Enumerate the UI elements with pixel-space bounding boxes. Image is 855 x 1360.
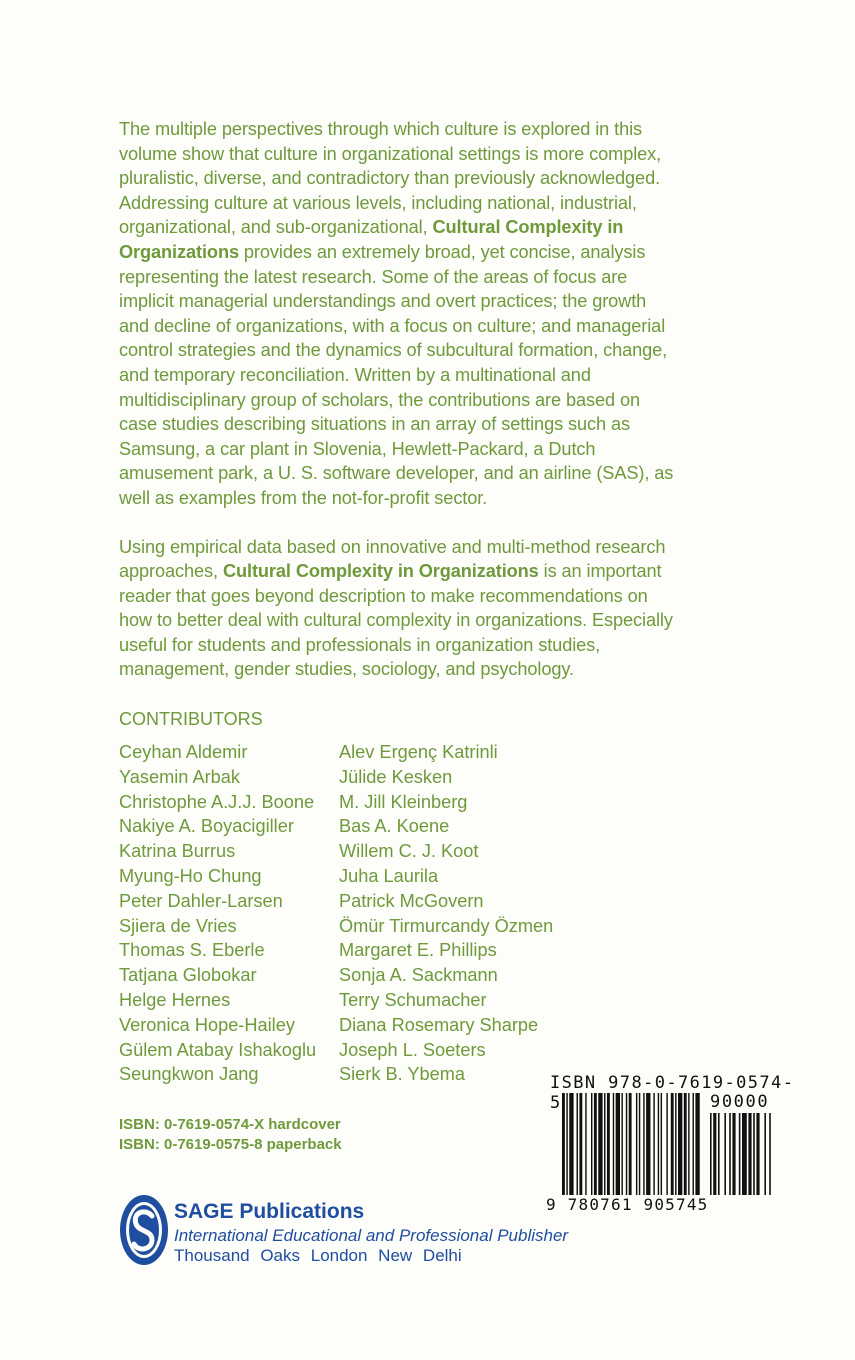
addon-bar <box>753 1113 755 1195</box>
addon-bar <box>748 1113 751 1195</box>
contributor-name: Willem C. J. Koot <box>339 841 479 862</box>
contributor-name: Nakiye A. Boyacigiller <box>119 816 294 837</box>
contributor-name: Peter Dahler-Larsen <box>119 890 283 911</box>
contributor-name: Christophe A.J.J. Boone <box>119 791 315 812</box>
addon-bar <box>718 1113 720 1195</box>
barcode-bar <box>604 1093 605 1195</box>
contributor-name: Gülem Atabay Ishakoglu <box>119 1039 317 1060</box>
barcode-bar <box>585 1093 586 1195</box>
contributor-name: Seungkwon Jang <box>119 1064 259 1085</box>
barcode-bar <box>621 1093 622 1195</box>
barcode-bar <box>577 1093 578 1195</box>
contributor-name: Sjiera de Vries <box>119 915 237 936</box>
blurb-paragraph-1 <box>119 117 679 511</box>
barcode-price-code: 90000 <box>710 1092 770 1112</box>
contributor-name: Tatjana Globokar <box>119 965 257 986</box>
isbn-hardcover: ISBN: 0-7619-0574-X hardcover <box>119 1116 341 1133</box>
addon-bar <box>710 1113 712 1195</box>
contributor-name: Diana Rosemary Sharpe <box>339 1014 539 1035</box>
addon-bar <box>769 1113 771 1195</box>
contributor-name: Joseph L. Soeters <box>339 1039 486 1060</box>
barcode-bar <box>616 1093 620 1195</box>
barcode-bar <box>643 1093 644 1195</box>
blurb-p2-text-a: Using empirical data based on innovative and multi-method research approaches, <box>119 536 666 582</box>
barcode-bar <box>678 1093 682 1195</box>
contributor-name: Veronica Hope-Hailey <box>119 1014 295 1035</box>
publisher-block <box>118 1192 598 1272</box>
barcode-bar <box>688 1093 689 1195</box>
contributor-name: Terry Schumacher <box>339 989 487 1010</box>
contributor-name: Helge Hernes <box>119 989 231 1010</box>
contributor-name: Juha Laurila <box>339 865 439 886</box>
publisher-name: SAGE Publications <box>174 1200 365 1223</box>
addon-bar <box>764 1113 766 1195</box>
barcode-bar <box>591 1093 592 1195</box>
barcode-bar <box>684 1093 687 1195</box>
addon-bar <box>739 1113 741 1195</box>
contributor-name: Sonja A. Sackmann <box>339 965 498 986</box>
sage-logo-icon <box>118 1192 170 1268</box>
addon-bar <box>724 1113 726 1195</box>
contributor-name: M. Jill Kleinberg <box>339 791 468 812</box>
blurb-p1-text-a: The multiple perspectives through which culture is explored in this volume show that culture in organizational settings is more complex, pluralistic, diverse, and contradictory than previously acknowledged. Addressing culture at various levels, including national, industrial, organizational, and sub-organizational, <box>119 119 662 238</box>
barcode-bar <box>636 1093 637 1195</box>
isbn-paperback: ISBN: 0-7619-0575-8 paperback <box>119 1136 342 1153</box>
blurb-paragraph-2 <box>119 535 679 683</box>
contributor-name: Bas A. Koene <box>339 816 450 837</box>
isbn-list <box>119 1115 342 1155</box>
publisher-cities: Thousand Oaks London New Delhi <box>174 1246 462 1265</box>
barcode-bar <box>598 1093 602 1195</box>
contributor-name: Ömür Tirmurcandy Özmen <box>339 915 554 936</box>
blurb-p2-text-b: is an important reader that goes beyond description to make recommendations on how to better deal with cultural complexity in organizations. Especially useful for students and professionals in organization studies, management, gender studies, sociology, and psychology. <box>119 561 673 680</box>
contributor-name: Katrina Burrus <box>119 841 236 862</box>
barcode-bar <box>693 1093 694 1195</box>
barcode-digits: 9 780761 905745 <box>546 1195 709 1214</box>
addon-bar <box>756 1113 759 1195</box>
contributor-name: Alev Ergenç Katrinli <box>339 742 498 762</box>
book-title-inline: Cultural Complexity in Organizations <box>119 217 624 262</box>
addon-bar <box>732 1113 735 1195</box>
contributor-name: Yasemin Arbak <box>119 766 240 787</box>
barcode-bar <box>639 1093 640 1195</box>
barcode-bars <box>546 1093 796 1197</box>
barcode-bar <box>579 1093 582 1195</box>
barcode-bar <box>695 1093 699 1195</box>
contributors-heading: CONTRIBUTORS <box>119 709 263 729</box>
barcode-bar <box>562 1093 565 1195</box>
contributors-column-right <box>339 740 553 1087</box>
barcode-bar <box>613 1093 614 1195</box>
barcode-bar <box>653 1093 654 1195</box>
barcode-bar <box>666 1093 667 1195</box>
contributor-name: Thomas S. Eberle <box>119 940 265 961</box>
barcode-bar <box>629 1093 632 1195</box>
barcode-bar <box>675 1093 676 1195</box>
book-title-inline: Cultural Complexity in Organizations <box>222 561 539 582</box>
barcode-isbn-label: ISBN 978-0-7619-0574-5 <box>550 1073 795 1113</box>
contributor-name: Jülide Kesken <box>339 766 453 787</box>
barcode-bar <box>607 1093 610 1195</box>
addon-bar <box>742 1113 747 1195</box>
contributor-name: Myung-Ho Chung <box>119 865 262 886</box>
blurb-p1-text-b: provides an extremely broad, yet concise, analysis representing the latest research. Some of the areas of focus are implicit managerial understandings and overt practices; the growth and decline of organizations, with a focus on culture; and managerial control strategies and the dynamics of subcultural formation, change, and temporary reconciliation. Written by a multinational and multidisciplinary group of scholars, the contributions are based on case studies describing situations in an array of settings such as Samsung, a car plant in Slovenia, Hewlett-Packard, a Dutch amusement park, a U. S. software developer, and an airline (SAS), as well as examples from the not-for-profit sector. <box>119 241 674 508</box>
barcode-bar <box>671 1093 674 1195</box>
publisher-tagline: International Educational and Professional Publisher <box>174 1226 569 1245</box>
barcode-bar <box>594 1093 597 1195</box>
addon-bar <box>713 1113 716 1195</box>
barcode-bar <box>626 1093 627 1195</box>
ean-bars <box>562 1093 700 1195</box>
barcode-bar <box>661 1093 662 1195</box>
contributors-column-left <box>119 740 316 1087</box>
contributor-name: Sierk B. Ybema <box>339 1064 466 1085</box>
barcode-bar <box>569 1093 573 1195</box>
contributor-name: Ceyhan Aldemir <box>119 742 248 762</box>
barcode-bar <box>658 1093 659 1195</box>
contributor-name: Patrick McGovern <box>339 890 484 911</box>
addon-bar <box>729 1113 731 1195</box>
addon-bars <box>710 1113 771 1195</box>
barcode-bar <box>566 1093 567 1195</box>
barcode-bar <box>646 1093 650 1195</box>
description-blurb <box>119 117 679 682</box>
contributor-name: Margaret E. Phillips <box>339 940 497 961</box>
